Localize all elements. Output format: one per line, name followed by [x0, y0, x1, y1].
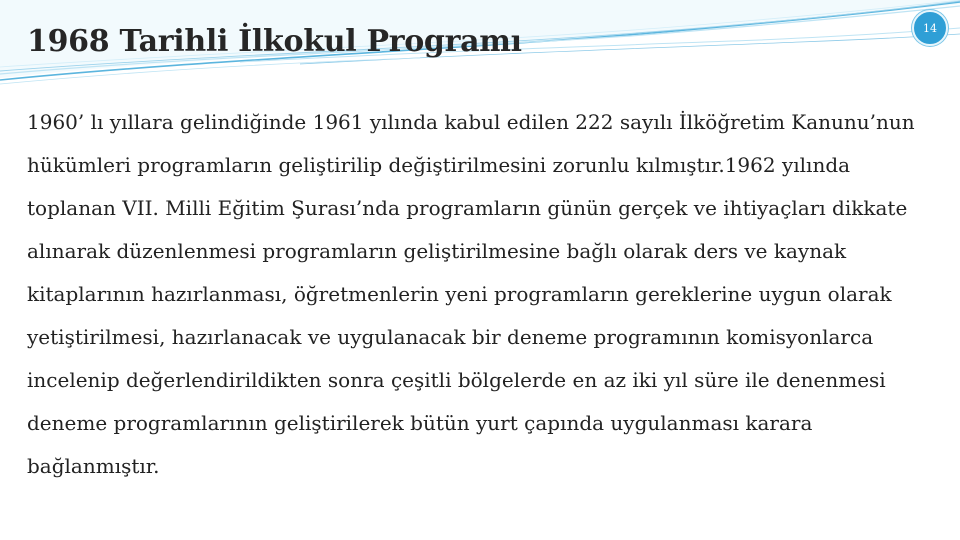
page-number: 14: [923, 21, 937, 35]
slide-title: 1968 Tarihli İlkokul Programı: [27, 24, 522, 59]
page-number-badge: [912, 10, 948, 46]
body-paragraph: 1960’ lı yıllara gelindiğinde 1961 yılında kabul edilen 222 sayılı İlköğretim Kanunu’nun hükümleri programların geliştirilip değiştirilmesini zorunlu kılmıştır.1962 yılında toplanan VII. Milli Eğitim Şurası’nda programların günün gerçek ve ihtiyaçları dikkate alınarak düzenlenmesi programların geliştirilmesine bağlı olarak ders ve kaynak kitaplarının hazırlanması, öğretmenlerin yeni programların gereklerine uygun olarak yetiştirilmesi, hazırlanacak ve uygulanacak bir deneme programının komisyonlarca incelenip değerlendirildikten sonra çeşitli bölgelerde en az iki yıl süre ile denenmesi deneme programlarının geliştirilerek bütün yurt çapında uygulanması karara bağlanmıştır.: [27, 110, 915, 478]
